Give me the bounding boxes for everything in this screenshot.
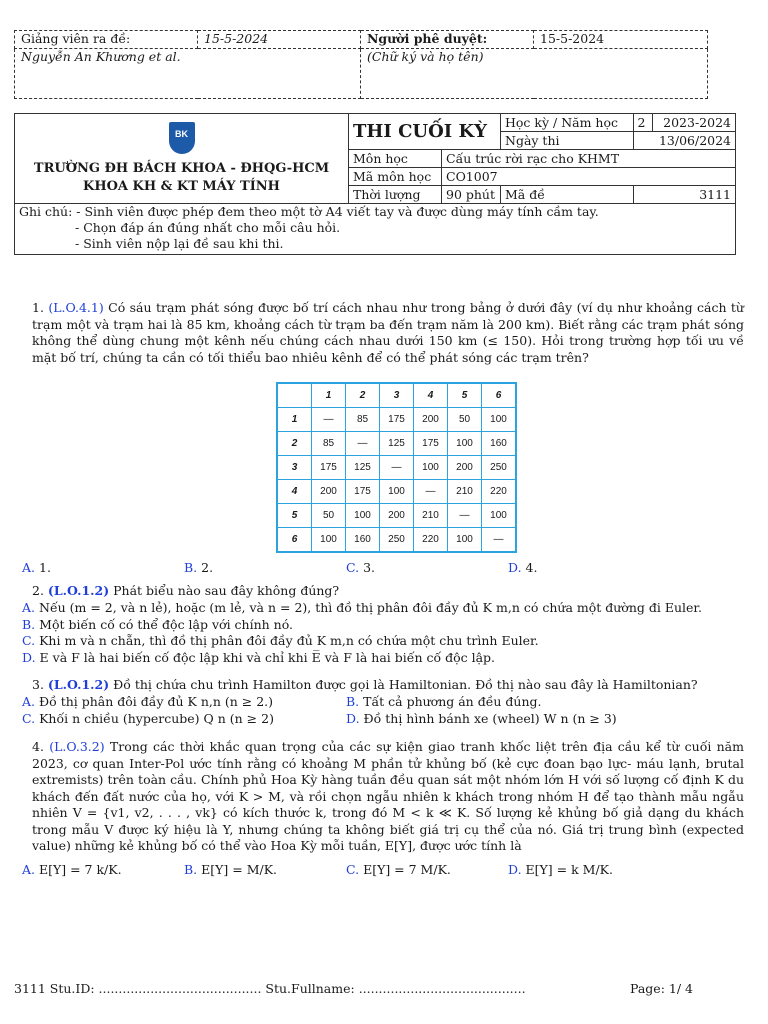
table-cell: — bbox=[312, 408, 346, 432]
course-code-label: Mã môn học bbox=[349, 168, 442, 186]
table-cell: 2 bbox=[346, 383, 380, 408]
university-logo: BK bbox=[169, 122, 195, 154]
exam-code-label: Mã đề bbox=[501, 186, 634, 204]
option-c[interactable]: C. 3. bbox=[346, 560, 376, 575]
table-cell: 175 bbox=[414, 432, 448, 456]
table-cell: 5 bbox=[448, 383, 482, 408]
lecturer-name: Nguyễn An Khương et al. bbox=[15, 49, 361, 99]
table-row bbox=[277, 480, 516, 504]
option-c[interactable]: C. Khối n chiều (hypercube) Q n (n ≥ 2) bbox=[22, 711, 274, 726]
option-a[interactable]: A. Đồ thị phân đôi đầy đủ K n,n (n ≥ 2.) bbox=[22, 694, 274, 709]
exam-title: THI CUỐI KỲ bbox=[349, 114, 501, 150]
question-text: Đồ thị chứa chu trình Hamilton được gọi là Hamiltonian. Đồ thị nào sau đây là Hamiltonian? bbox=[113, 677, 698, 692]
option-b[interactable]: B. Tất cả phương án đều đúng. bbox=[346, 694, 542, 709]
table-cell: 200 bbox=[380, 504, 414, 528]
table-cell: 85 bbox=[312, 432, 346, 456]
learning-outcome: (L.O.3.2) bbox=[49, 739, 105, 754]
table-cell: 2 bbox=[277, 432, 312, 456]
page-number: Page: 1/ 4 bbox=[630, 981, 693, 996]
exam-date-label: Ngày thi bbox=[501, 132, 634, 150]
approval-table bbox=[14, 30, 708, 99]
table-cell: 200 bbox=[414, 408, 448, 432]
table-cell: 100 bbox=[448, 528, 482, 553]
question-number: 3. bbox=[32, 677, 44, 692]
approver-date: 15-5-2024 bbox=[534, 31, 708, 49]
table-cell: — bbox=[482, 528, 517, 553]
school-name: TRƯỜNG ĐH BÁCH KHOA - ĐHQG-HCM bbox=[33, 160, 330, 176]
q2-options bbox=[22, 600, 742, 666]
note-line: - Sinh viên nộp lại đề sau khi thi. bbox=[75, 236, 284, 251]
table-cell: 100 bbox=[312, 528, 346, 553]
table-header-row bbox=[277, 383, 516, 408]
question-number: 2. bbox=[32, 583, 44, 598]
option-b[interactable]: B. 2. bbox=[184, 560, 214, 575]
table-cell: 220 bbox=[482, 480, 517, 504]
approver-label: Người phê duyệt: bbox=[361, 31, 534, 49]
table-cell: 4 bbox=[277, 480, 312, 504]
table-cell: 125 bbox=[380, 432, 414, 456]
table-cell: 200 bbox=[312, 480, 346, 504]
table-row bbox=[277, 504, 516, 528]
table-cell: 5 bbox=[277, 504, 312, 528]
option-d[interactable]: D. E[Y] = k M/K. bbox=[508, 862, 613, 877]
table-cell: 4 bbox=[414, 383, 448, 408]
table-cell: — bbox=[448, 504, 482, 528]
q3-options bbox=[22, 694, 742, 728]
distance-table bbox=[276, 382, 517, 553]
option-c[interactable]: C. E[Y] = 7 M/K. bbox=[346, 862, 451, 877]
duration-label: Thời lượng bbox=[349, 186, 442, 204]
table-cell: 220 bbox=[414, 528, 448, 553]
table-cell: 175 bbox=[312, 456, 346, 480]
table-cell: 250 bbox=[380, 528, 414, 553]
option-d[interactable]: D. 4. bbox=[508, 560, 538, 575]
table-cell: 50 bbox=[312, 504, 346, 528]
option-c[interactable]: C. Khi m và n chẵn, thì đồ thị phân đôi đầy đủ K m,n có chứa một chu trình Euler. bbox=[22, 633, 539, 648]
table-cell: 100 bbox=[448, 432, 482, 456]
question-4 bbox=[32, 739, 744, 855]
table-cell: 3 bbox=[277, 456, 312, 480]
table-cell: 125 bbox=[346, 456, 380, 480]
exam-notes bbox=[15, 204, 736, 255]
footer-student-info: 3111 Stu.ID: ......................................... Stu.Fullname: .......................................... bbox=[14, 981, 526, 996]
question-3 bbox=[32, 677, 744, 694]
option-a[interactable]: A. E[Y] = 7 k/K. bbox=[22, 862, 122, 877]
option-d[interactable]: D. Đồ thị hình bánh xe (wheel) W n (n ≥ 3) bbox=[346, 711, 617, 726]
question-number: 1. bbox=[32, 300, 44, 315]
table-cell: 100 bbox=[380, 480, 414, 504]
table-row bbox=[277, 528, 516, 553]
question-text: Phát biểu nào sau đây không đúng? bbox=[113, 583, 340, 598]
note-line: - Chọn đáp án đúng nhất cho mỗi câu hỏi. bbox=[75, 220, 341, 235]
table-cell: 100 bbox=[346, 504, 380, 528]
option-d[interactable]: D. E và F là hai biến cố độc lập khi và chỉ khi E̅ và F là hai biến cố độc lập. bbox=[22, 649, 496, 665]
approver-signature: (Chữ ký và họ tên) bbox=[361, 49, 708, 99]
question-number: 4. bbox=[32, 739, 44, 754]
table-cell: — bbox=[346, 432, 380, 456]
learning-outcome: (L.O.1.2) bbox=[47, 677, 110, 692]
table-cell: 6 bbox=[482, 383, 517, 408]
table-cell: 210 bbox=[448, 480, 482, 504]
exam-code: 3111 bbox=[633, 186, 736, 204]
table-cell: 6 bbox=[277, 528, 312, 553]
table-cell: 175 bbox=[380, 408, 414, 432]
table-cell bbox=[277, 383, 312, 408]
table-cell: 210 bbox=[414, 504, 448, 528]
question-text: Trong các thời khắc quan trọng của các sự kiện giao tranh khốc liệt trên địa cầu kể từ cuối năm 2023, cơ quan Inter-Pol ước tính rằng có khoảng M phần tử khủng bố (kẻ cực đoan bạo lực- máu lạnh, brutal extremists) trên toàn cầu. Chính phủ Hoa Kỳ hàng tuần đều quan sát một nhóm lớn H với số lượng cố định K du khách đến đất nước của họ, với K > M, và rồi chọn ngẫu nhiên k khách trong nhóm H để tạo thành mẫu ngẫu nhiên V = {v1, v2, . . . , vk} có kích thước k, trong đó M < k ≪ K. Số lượng kẻ khủng bố giả dạng du khách trong mẫu V được ký hiệu là Y, nhưng chúng ta không biết giá trị cụ thể của nó. Giá trị trung bình (expected value) những kẻ khủng bố có thể vào Hoa Kỳ mỗi tuần, E[Y], được ước tính là bbox=[32, 739, 744, 853]
table-cell: 100 bbox=[482, 408, 517, 432]
table-cell: 160 bbox=[346, 528, 380, 553]
table-cell: 50 bbox=[448, 408, 482, 432]
option-a[interactable]: A. 1. bbox=[22, 560, 51, 575]
table-cell: 250 bbox=[482, 456, 517, 480]
table-cell: 1 bbox=[277, 408, 312, 432]
question-text: Có sáu trạm phát sóng được bố trí cách nhau như trong bảng ở dưới đây (ví dụ như khoảng cách từ trạm một và trạm hai là 85 km, khoảng cách từ trạm ba đến trạm năm là 200 km). Biết rằng các trạm phát sóng không thể dùng chung một kênh nếu chúng cách nhau dưới 150 km (≤ 150). Hỏi trong trường hợp tối ưu về mặt bố trí, chúng ta cần có tối thiểu bao nhiêu kênh để có thể phát sóng các trạm trên? bbox=[32, 300, 744, 365]
note-line: Ghi chú: - Sinh viên được phép đem theo một tờ A4 viết tay và được dùng máy tính cầm tay. bbox=[19, 204, 599, 219]
table-cell: 100 bbox=[414, 456, 448, 480]
subject-value: Cấu trúc rời rạc cho KHMT bbox=[442, 150, 736, 168]
lecturer-label: Giảng viên ra đề: bbox=[15, 31, 198, 49]
course-code: CO1007 bbox=[442, 168, 736, 186]
table-cell: 1 bbox=[312, 383, 346, 408]
option-a[interactable]: A. Nếu (m = 2, và n lẻ), hoặc (m lẻ, và n = 2), thì đồ thị phân đôi đầy đủ K m,n có chứa một đường đi Euler. bbox=[22, 600, 702, 615]
faculty-name: KHOA KH & KT MÁY TÍNH bbox=[83, 178, 280, 194]
semester-value: 2 bbox=[633, 114, 652, 132]
table-cell: 200 bbox=[448, 456, 482, 480]
learning-outcome: (L.O.1.2) bbox=[47, 583, 110, 598]
table-cell: 100 bbox=[482, 504, 517, 528]
table-cell: 160 bbox=[482, 432, 517, 456]
table-cell: 85 bbox=[346, 408, 380, 432]
table-row bbox=[277, 456, 516, 480]
exam-header-table bbox=[14, 113, 736, 255]
semester-label: Học kỳ / Năm học bbox=[501, 114, 634, 132]
option-b[interactable]: B. E[Y] = M/K. bbox=[184, 862, 278, 877]
exam-date: 13/06/2024 bbox=[633, 132, 736, 150]
table-row bbox=[277, 408, 516, 432]
learning-outcome: (L.O.4.1) bbox=[48, 300, 104, 315]
table-cell: 175 bbox=[346, 480, 380, 504]
duration-value: 90 phút bbox=[442, 186, 501, 204]
question-2 bbox=[32, 583, 744, 600]
school-year: 2023-2024 bbox=[652, 114, 735, 132]
table-cell: — bbox=[380, 456, 414, 480]
table-cell: 3 bbox=[380, 383, 414, 408]
question-1 bbox=[32, 300, 744, 366]
table-cell: — bbox=[414, 480, 448, 504]
subject-label: Môn học bbox=[349, 150, 442, 168]
lecturer-date: 15-5-2024 bbox=[198, 31, 361, 49]
option-b[interactable]: B. Một biến cố có thể độc lập với chính nó. bbox=[22, 616, 293, 632]
table-row bbox=[277, 432, 516, 456]
